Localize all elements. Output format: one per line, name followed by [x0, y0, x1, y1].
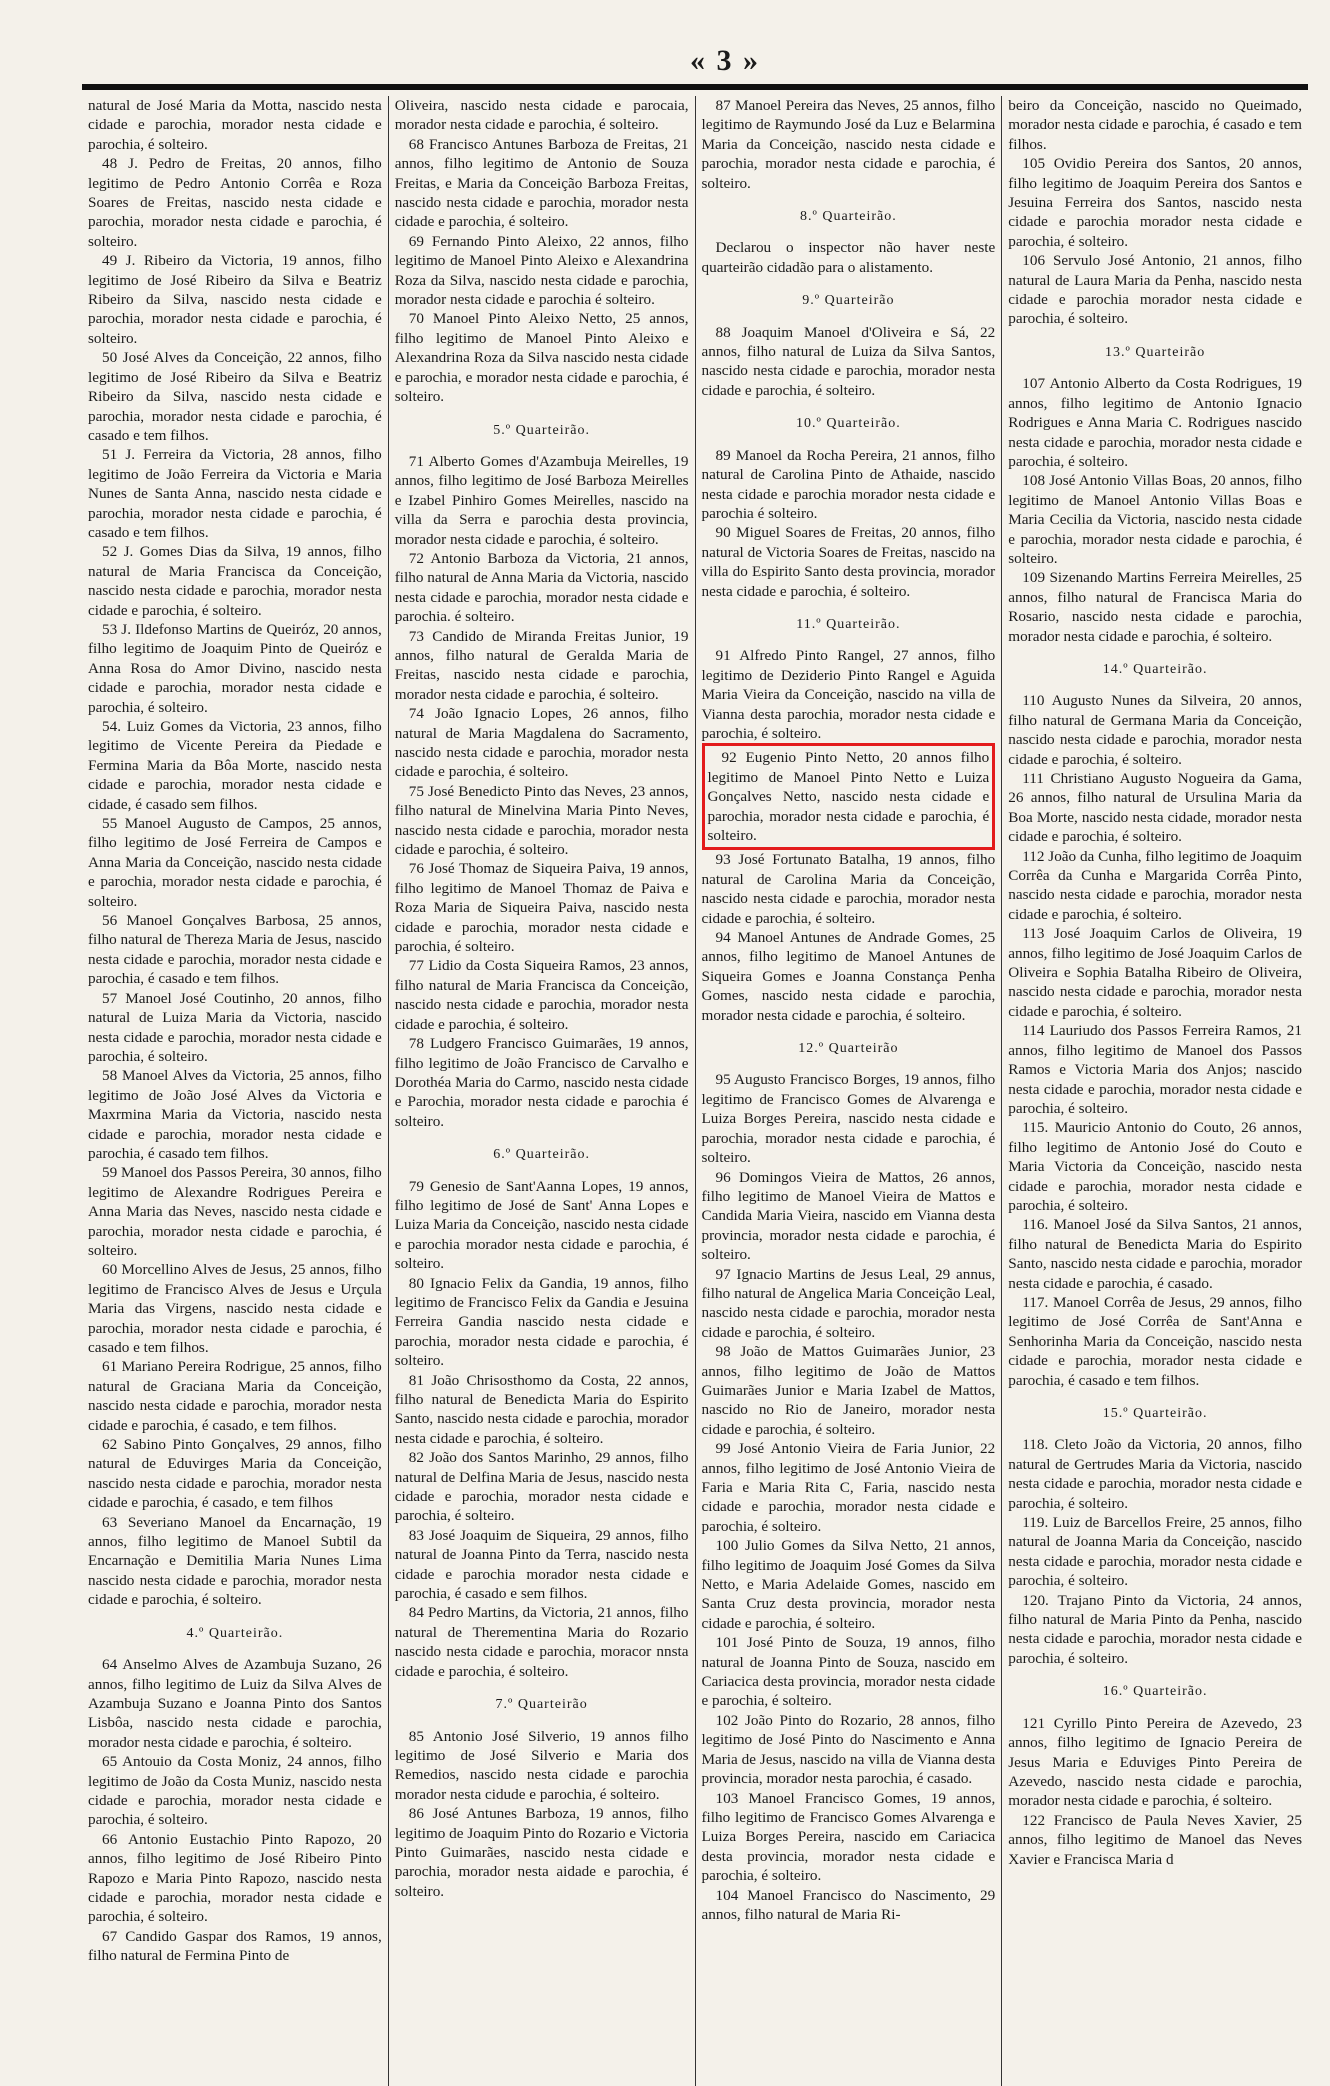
section-heading: 16.º Quarteirão.	[1102, 1684, 1208, 1700]
registry-entry: 99 José Antonio Vieira de Faria Junior, 22 annos, filho legitimo de José Antonio Vieira de Faria e Maria Rita C, Faria, nascido nesta cidade e parochia, morador nesta cidade e parochia, é solteiro.	[701, 1440, 996, 1535]
page-number: « 3 »	[690, 44, 760, 77]
registry-entry: 119. Luiz de Barcellos Freire, 25 annos, filho natural de Joanna Maria da Conceição, nascido nesta cidade e parochia, morador nesta cidade e parochia, é solteiro.	[1008, 1514, 1302, 1590]
column-3	[696, 96, 1003, 2086]
registry-entry: 67 Candido Gaspar dos Ramos, 19 annos, filho natural de Fermina Pinto de	[88, 1927, 382, 1965]
registry-entry: 60 Morcellino Alves de Jesus, 25 annos, filho legitimo de Francisco Alves de Jesus e Urçula Maria das Virgens, nascido nesta cidade e parochia, morador nesta cidade e parochia, é casado e tem filhos.	[88, 1261, 382, 1356]
registry-entry: 96 Domingos Vieira de Mattos, 26 annos, filho legitimo de Manoel Vieira de Mattos e Candida Maria Vieira, nascido em Vianna desta provincia, morador nesta cidade e parochia, é solteiro.	[701, 1168, 996, 1264]
registry-entry: 115. Mauricio Antonio do Couto, 26 annos, filho legitimo de Antonio José do Couto e Maria Victoria da Conceição, nascido nesta cidade e parochia, morador nesta cidade e parochia, é solteiro.	[1008, 1119, 1302, 1214]
registry-entry: 82 João dos Santos Marinho, 29 annos, filho natural de Delfina Maria de Jesus, nascido nesta cidade e parochia, morador nesta cidade e parochia, é solteiro.	[394, 1449, 689, 1525]
registry-entry: 91 Alfredo Pinto Rangel, 27 annos, filho legitimo de Deziderio Pinto Rangel e Aguida Maria Vieira da Conceição, nascido na villa de Vianna desta parochia, morador nesta cidade e parochia, é solteiro.	[701, 647, 996, 742]
registry-entry: 79 Genesio de Sant'Aanna Lopes, 19 annos, filho legitimo de José de Sant' Anna Lopes e Luiza Maria da Conceição, nascido nesta cidade e parochia morador nesta cidade e parochia, é solteiro.	[394, 1177, 689, 1273]
registry-entry: 80 Ignacio Felix da Gandia, 19 annos, filho legitimo de Francisco Felix da Gandia e Jesuina Ferreira Gandia nascido nesta cidade e parochia, morador nesta cidade e parochia, é solteiro.	[394, 1274, 689, 1370]
column-2	[389, 96, 696, 2086]
registry-entry: 75 José Benedicto Pinto das Neves, 23 annos, filho natural de Minelvina Maria Pinto Neves, nascido nesta cidade e parochia, morador nesta cidade e parochia, é solteiro.	[394, 782, 689, 859]
registry-entry: 114 Lauriudo dos Passos Ferreira Ramos, 21 annos, filho legitimo de Manoel dos Passos Ramos e Victoria Maria dos Anjos; nascido nesta cidade e parochia, morador nesta cidade e parochia, é solteiro.	[1008, 1022, 1302, 1117]
registry-entry: 112 João da Cunha, filho legitimo de Joaquim Corrêa da Cunha e Margarida Corrêa Pinto, nascido nesta cidade e parochia, morador nesta cidade e parochia, é solteiro.	[1008, 847, 1302, 923]
registry-entry: 104 Manoel Francisco do Nascimento, 29 annos, filho natural de Maria Ri-	[701, 1886, 996, 1923]
registry-entry: 89 Manoel da Rocha Pereira, 21 annos, filho natural de Carolina Pinto de Athaide, nascido nesta cidade e parochia morador nesta cidade e parochia é solteiro.	[701, 446, 996, 522]
registry-entry: 51 J. Ferreira da Victoria, 28 annos, filho legitimo de João Ferreira da Victoria e Maria Nunes de Santa Anna, nascido nesta cidade e parochia, morador nesta cidade e parochia, é casado e tem filhos.	[88, 446, 382, 541]
registry-entry: 107 Antonio Alberto da Costa Rodrigues, 19 annos, filho legitimo de Antonio Ignacio Rodrigues e Anna Maria C. Rodrigues nascido nesta cidade e parochia, morador nesta cidade e parochia, é solteiro.	[1008, 375, 1302, 470]
registry-entry: 74 João Ignacio Lopes, 26 annos, filho natural de Maria Magdalena do Sacramento, nascido nesta cidade e parochia, morador nesta cidade e parochia, é solteiro.	[394, 705, 689, 781]
registry-entry: 95 Augusto Francisco Borges, 19 annos, filho legitimo de Francisco Gomes de Alvarenga e Luiza Borges Pereira, nascido nesta cidade e parochia, morador nesta cidade e parochia, é solteiro.	[701, 1071, 996, 1167]
registry-entry: 61 Mariano Pereira Rodrigue, 25 annos, filho natural de Graciana Maria da Conceição, nascido nesta cidade e parochia, morador nesta cidade e parochia, é casado, e tem filhos.	[88, 1358, 382, 1434]
registry-entry: 62 Sabino Pinto Gonçalves, 29 annos, filho natural de Eduvirges Maria da Conceição, nascido nesta cidade e parochia, morador nesta cidade e parochia, é casado, e tem filhos	[88, 1436, 382, 1512]
registry-entry: 94 Manoel Antunes de Andrade Gomes, 25 annos, filho legitimo de Manoel Antunes de Siqueira Gomes e Joanna Constança Penha Gomes, nascido nesta cidade e parochia, morador nesta cidade e parochia, é solteiro.	[701, 929, 996, 1024]
registry-entry: 53 J. Ildefonso Martins de Queiróz, 20 annos, filho legitimo de Joaquim Pinto de Queiróz e Anna Rosa do Amor Divino, nascido nesta cidade e parochia, morador nesta cidade e parochia, é solteiro.	[88, 620, 382, 716]
text-columns	[82, 96, 1308, 2086]
section-heading: 11.º Quarteirão.	[796, 616, 901, 632]
registry-entry: 121 Cyrillo Pinto Pereira de Azevedo, 23 annos, filho legitimo de Ignacio Pereira de Jesus Maria e Eduviges Pinto Pereira de Azevedo, nascido nesta cidade e parochia, morador nesta cidade e parochia, é solteiro.	[1008, 1714, 1302, 1810]
registry-entry: 93 José Fortunato Batalha, 19 annos, filho natural de Carolina Maria da Conceição, nascido nesta cidade e parochia, morador nesta cidade e parochia, é solteiro.	[701, 851, 996, 927]
section-heading: 7.º Quarteirão	[495, 1697, 588, 1713]
registry-entry: 87 Manoel Pereira das Neves, 25 annos, filho legitimo de Raymundo José da Luz e Belarmina Maria da Conceição, nascido nesta cidade e parochia, morador nesta cidade e parochia, é solteiro.	[701, 97, 996, 192]
registry-entry: 76 José Thomaz de Siqueira Paiva, 19 annos, filho legitimo de Manoel Thomaz de Paiva e Roza Maria de Siqueira Paiva, nascido nesta cidade e parochia, morador nesta cidade e parochia, é solteiro.	[394, 860, 689, 956]
registry-entry: 106 Servulo José Antonio, 21 annos, filho natural de Laura Maria da Penha, nascido nesta cidade e parochia morador nesta cidade e parochia, é solteiro.	[1008, 252, 1302, 328]
section-heading: 4.º Quarteirão.	[186, 1625, 284, 1641]
registry-entry: 98 João de Mattos Guimarães Junior, 23 annos, filho legitimo de João de Mattos Guimarães Junior e Maria Izabel de Mattos, nascido no Rio de Janeiro, morador nesta cidade e parochia, é solteiro.	[701, 1343, 996, 1438]
registry-entry: 122 Francisco de Paula Neves Xavier, 25 annos, filho legitimo de Manoel das Neves Xavier e Francisca Maria d	[1008, 1811, 1302, 1868]
registry-entry: 69 Fernando Pinto Aleixo, 22 annos, filho legitimo de Manoel Pinto Aleixo e Alexandrina Roza da Silva, nascido nesta cidade e parochia, morador nesta cidade e parochia é solteiro.	[394, 232, 689, 309]
registry-entry: 58 Manoel Alves da Victoria, 25 annos, filho legitimo de João José Alves da Victoria e Maxrmina Maria da Victoria, nascido nesta cidade e parochia, morador nesta cidade e parochia, é casado tem filhos.	[88, 1067, 382, 1162]
registry-entry: 116. Manoel José da Silva Santos, 21 annos, filho natural de Benedicta Maria do Espirito Santo, nascido nesta cidade e parochia, morador nesta cidade e parochia, é casado.	[1008, 1216, 1302, 1292]
registry-entry: 85 Antonio José Silverio, 19 annos filho legitimo de José Silverio e Maria dos Remedios, nascido nesta cidade e parochia morador nesta cidude e parochia, é solteiro.	[394, 1727, 689, 1803]
header-rule	[82, 84, 1308, 90]
registry-entry: 73 Candido de Miranda Freitas Junior, 19 annos, filho natural de Geralda Maria de Freitas, nascido nesta cidade e parochia, morador nesta cidade e parochia, é solteiro.	[394, 627, 689, 703]
registry-entry: 72 Antonio Barboza da Victoria, 21 annos, filho natural de Anna Maria da Victoria, nascido nesta cidade e parochia, morador nesta cidade e parochia. é solteiro.	[394, 549, 689, 626]
section-heading: 9.º Quarteirão	[802, 293, 895, 309]
column-4	[1002, 96, 1308, 2086]
registry-entry: 113 José Joaquim Carlos de Oliveira, 19 annos, filho legitimo de José Joaquim Carlos de Oliveira e Sophia Batalha Ribeiro de Oliveira, nascido nesta cidade e parochia, morador nesta cidade e parochia, é solteiro.	[1008, 925, 1302, 1020]
registry-entry: 59 Manoel dos Passos Pereira, 30 annos, filho legitimo de Alexandre Rodrigues Pereira e Anna Maria das Neves, nascido nesta cidade e parochia, morador nesta cidade e parochia, é solteiro.	[88, 1164, 382, 1259]
registry-entry: 81 João Chrisosthomo da Costa, 22 annos, filho natural de Benedicta Maria do Espirito Santo, nascido nesta cidade e parochia, morador nesta cidade e parochia, é solteiro.	[394, 1371, 689, 1447]
section-heading: 12.º Quarteirão	[798, 1041, 899, 1057]
registry-entry: 100 Julio Gomes da Silva Netto, 21 annos, filho legitimo de Joaquim José Gomes da Silva Netto, e Maria Adelaide Gomes, nascido em Santa Cruz desta provincia, morador nesta cidade e parochia, é solteiro.	[701, 1537, 996, 1632]
section-heading: 14.º Quarteirão.	[1102, 661, 1208, 677]
registry-entry: 105 Ovidio Pereira dos Santos, 20 annos, filho legitimo de Joaquim Pereira dos Santos e Jesuina Ferreira dos Santos, nascido nesta cidade e parochia morador nesta cidade e parochia, é solteiro.	[1008, 155, 1302, 250]
registry-entry: 84 Pedro Martins, da Victoria, 21 annos, filho natural de Therementina Maria do Rozario nascido nesta cidade e parochia, moracor nnsta cidade e parochia, é solteiro.	[394, 1604, 689, 1680]
registry-entry: 101 José Pinto de Souza, 19 annos, filho natural de Joanna Pinto de Souza, nascido em Cariacica desta provincia, morador nesta cidade e parochia, é solteiro.	[701, 1634, 996, 1710]
section-heading: 5.º Quarteirão.	[493, 422, 590, 438]
section-heading: 8.º Quarteirão.	[800, 209, 897, 225]
registry-entry: beiro da Conceição, nascido no Queimado, morador nesta cidade e parochia, é casado e tem filhos.	[1008, 97, 1302, 153]
section-heading: 13.º Quarteirão	[1105, 344, 1206, 360]
registry-entry: 97 Ignacio Martins de Jesus Leal, 29 annus, filho natural de Angelica Maria Conceição Leal, nascido nesta cidade e parochia, morador nesta cidade e parochia, é solteiro.	[701, 1265, 996, 1341]
registry-entry: 117. Manoel Corrêa de Jesus, 29 annos, filho legitimo de José Corrêa de Sant'Anna e Senhorinha Maria da Conceição, nascido nesta cidade e parochia, morador nesta cidade e parochia, é casado e tem filhos.	[1008, 1293, 1302, 1389]
registry-entry: 55 Manoel Augusto de Campos, 25 annos, filho legitimo de José Ferreira de Campos e Anna Maria da Conceição, nascido nesta cidade e parochia, morador nesta cidade e parochia, é solteiro.	[88, 815, 382, 910]
registry-entry: 54. Luiz Gomes da Victoria, 23 annos, filho legitimo de Vicente Pereira da Piedade e Fermina Maria da Bôa Morte, nascido nesta cidade e parochia, morador nesta cidade e cidade, é casado sem filhos.	[88, 718, 382, 813]
registry-entry: Declarou o inspector não haver neste quarteirão cidadão para o alistamento.	[701, 239, 996, 276]
column-1	[82, 96, 389, 2086]
registry-entry: 78 Ludgero Francisco Guimarães, 19 annos, filho legitimo de João Francisco de Carvalho e Dorothéa Maria do Carmo, nascido nesta cidade e Parochia, morador nesta cidade e parochia é solteiro.	[394, 1035, 689, 1130]
registry-entry: 90 Miguel Soares de Freitas, 20 annos, filho natural de Victoria Soares de Freitas, nascido na villa do Espirito Santo desta provincia, morador nesta cidade e parochia, é solteiro.	[701, 524, 996, 600]
registry-entry: 103 Manoel Francisco Gomes, 19 annos, filho legitimo de Francisco Gomes Alvarenga e Luiza Borges Pereira, nascido em Cariacica desta provincia, morador nesta cidade e parochia, é solteiro.	[701, 1789, 996, 1885]
registry-entry: 63 Severiano Manoel da Encarnação, 19 annos, filho legitimo de Manoel Subtil da Encarnação e Demitilia Maria Nunes Lima nascido nesta cidade e parochia, morador nesta cidade e parochia, é solteiro.	[88, 1513, 382, 1609]
registry-entry: 120. Trajano Pinto da Victoria, 24 annos, filho natural de Maria Pinto da Penha, nascido nesta cidade e parochia, morador nesta cidade e parochia, é solteiro.	[1008, 1591, 1302, 1667]
registry-entry: 77 Lidio da Costa Siqueira Ramos, 23 annos, filho natural de Maria Francisca da Conceição, nascido nesta cidade e parochia, morador nesta cidade e parochia, é solteiro.	[394, 957, 689, 1033]
registry-entry: 68 Francisco Antunes Barboza de Freitas, 21 annos, filho legitimo de Antonio de Souza Freitas, e Maria da Conceição Barboza Freitas, nascido nesta cidade e parochia, morador nesta cidade e parochia, é solteiro.	[394, 135, 689, 231]
registry-entry: 83 José Joaquim de Siqueira, 29 annos, filho natural de Joanna Pinto da Terra, nascido nesta cidade e parochia morador nesta cidade e parochia, é casado e sem filhos.	[394, 1526, 689, 1603]
registry-entry: 49 J. Ribeiro da Victoria, 19 annos, filho legitimo de José Ribeiro da Silva e Beatriz Ribeiro da Silva, nascido nesta cidade e parochia, morador nesta cidade e parochia, é solteiro.	[88, 252, 382, 347]
registry-entry: 64 Anselmo Alves de Azambuja Suzano, 26 annos, filho legitimo de Luiz da Silva Alves de Azambuja Suzano e Joanna Pinto dos Santos Lisbôa, nascido nesta cidade e parochia, morador nesta cidade e parochia, é solteiro.	[88, 1656, 382, 1751]
highlighted-entry: 92 Eugenio Pinto Netto, 20 annos filho legitimo de Manoel Pinto Netto e Luiza Gonçalves Netto, nascido nesta cidade e parochia, morador nesta cidade e parochia, é solteiro.	[702, 743, 996, 850]
section-heading: 6.º Quarteirão.	[493, 1147, 590, 1163]
registry-entry: 70 Manoel Pinto Aleixo Netto, 25 annos, filho legitimo de Manoel Pinto Aleixo e Alexandrina Roza da Silva nascido nesta cidade e parochia, e morador nesta cidade e parochia, é solteiro.	[394, 310, 689, 406]
registry-entry: 52 J. Gomes Dias da Silva, 19 annos, filho natural de Maria Francisca da Conceição, nascido nesta cidade e parochia, morador nesta cidade e parochia, é solteiro.	[88, 543, 382, 619]
registry-entry: 57 Manoel José Coutinho, 20 annos, filho natural de Luiza Maria da Victoria, nascido nesta cidade e parochia, morador nesta cidade e parochia, é solteiro.	[88, 989, 382, 1065]
section-heading: 15.º Quarteirão.	[1102, 1406, 1208, 1421]
registry-entry: 109 Sizenando Martins Ferreira Meirelles, 25 annos, filho natural de Francisca Maria do Rosario, nascido nesta cidade e parochia, morador nesta cidade e parochia, é solteiro.	[1008, 569, 1302, 645]
registry-entry: 48 J. Pedro de Freitas, 20 annos, filho legitimo de Pedro Antonio Corrêa e Roza Soares de Freitas, nascido nesta cidade e parochia, morador nesta cidade e parochia, é solteiro.	[88, 155, 382, 250]
registry-entry: Oliveira, nascido nesta cidade e parocaia, morador nesta cidade e parochia, é solteiro.	[394, 97, 689, 134]
registry-entry: 71 Alberto Gomes d'Azambuja Meirelles, 19 annos, filho legitimo de José Barboza Meirelles e Izabel Pinhiro Gomes Meirelles, nascido na villa da Serra e parochia desta provincia, morador nesta cidade e parochia, é solteiro.	[394, 452, 689, 548]
registry-entry: 56 Manoel Gonçalves Barbosa, 25 annos, filho natural de Thereza Maria de Jesus, nascido nesta cidade e parochia, morador nesta cidade e parochia, é casado e tem filhos.	[88, 912, 382, 988]
section-heading: 10.º Quarteirão.	[796, 416, 901, 432]
registry-entry: 118. Cleto João da Victoria, 20 annos, filho natural de Gertrudes Maria da Victoria, nascido nesta cidade e parochia, morador nesta cidade e parochia, é solteiro.	[1008, 1436, 1302, 1512]
registry-entry: 88 Joaquim Manoel d'Oliveira e Sá, 22 annos, filho natural de Luiza da Silva Santos, nascido nesta cidade e parochia, morador nesta cidade e parochia, é solteiro.	[701, 323, 996, 399]
registry-entry: 65 Antouio da Costa Moniz, 24 annos, filho legitimo de João da Costa Muniz, nascido nesta cidade e parochia, morador nesta cidade e parochia, é solteiro.	[88, 1753, 382, 1829]
registry-entry: natural de José Maria da Motta, nascido nesta cidade e parochia, morador nesta cidade e parochia, é solteiro.	[88, 97, 382, 153]
registry-entry: 108 José Antonio Villas Boas, 20 annos, filho legitimo de Manoel Antonio Villas Boas e Maria Cecilia da Victoria, nascido nesta cidade e parochia, morador nesta cidade e parochia, é solteiro.	[1008, 472, 1302, 567]
registry-entry: 110 Augusto Nunes da Silveira, 20 annos, filho natural de Germana Maria da Conceição, nascido nesta cidade e parochia, morador nesta cidade e parochia, é solteiro.	[1008, 692, 1302, 768]
registry-entry: 50 José Alves da Conceição, 22 annos, filho legitimo de José Ribeiro da Silva e Beatriz Ribeiro da Silva, nascido nesta cidade e parochia, morador nesta cidade e parochia, é casado e tem filhos.	[88, 349, 382, 444]
registry-entry: 102 João Pinto do Rozario, 28 annos, filho legitimo de José Pinto do Nascimento e Anna Maria de Jesus, nascido na villa de Vianna desta provincia, morador nesta parochia, é casado.	[701, 1711, 996, 1788]
registry-entry: 111 Christiano Augusto Nogueira da Gama, 26 annos, filho natural de Ursulina Maria da Boa Morte, nascido nesta cidade, morador nesta cidade e parochia, é solteiro.	[1008, 770, 1302, 846]
registry-entry: 86 José Antunes Barboza, 19 annos, filho legitimo de Joaquim Pinto do Rozario e Victoria Pinto Guimarães, nascido nesta cidade e parochia, morador nesta aidade e parochia, é solteiro.	[394, 1805, 689, 1900]
registry-entry: 66 Antonio Eustachio Pinto Rapozo, 20 annos, filho legitimo de José Ribeiro Pinto Rapozo e Maria Pinto Rapozo, nascido nesta cidade e parochia, morador nesta cidade e parochia, é solteiro.	[88, 1830, 382, 1926]
